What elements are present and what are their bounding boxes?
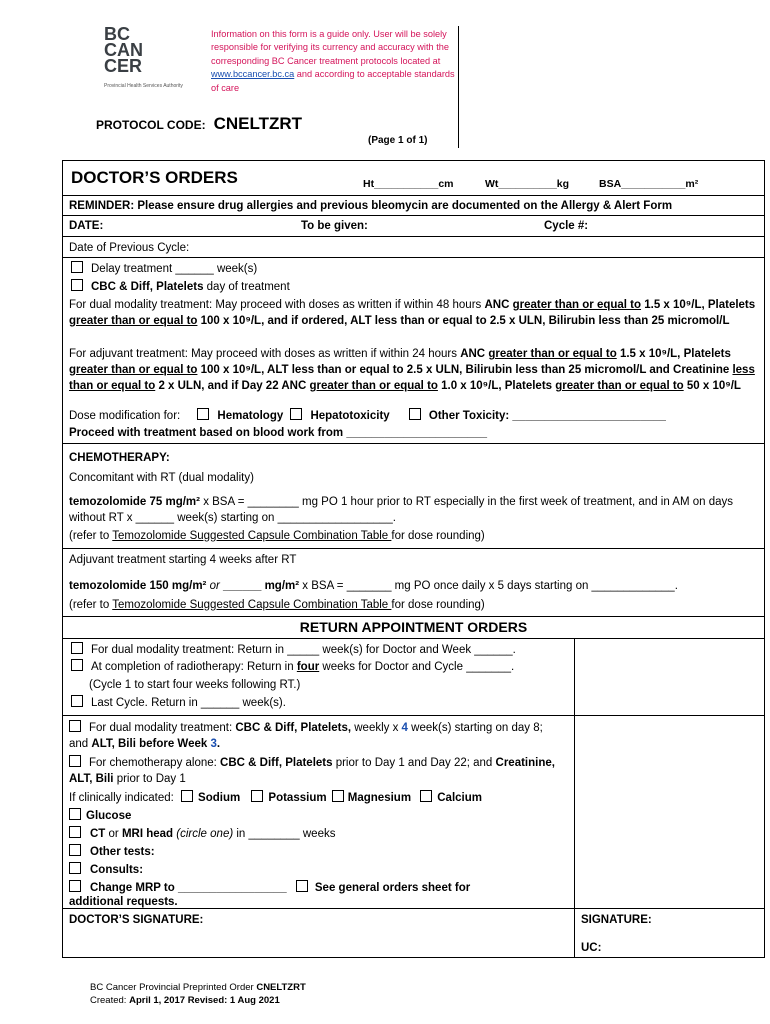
footer-order-text: BC Cancer Provincial Preprinted Order (90, 982, 257, 993)
adj-text-3: greater than or equal to (488, 348, 617, 360)
capsule-table-link-1[interactable]: Temozolomide Suggested Capsule Combination Table (112, 530, 392, 542)
disclaimer-text: Information on this form is a guide only. User will be solely responsible for verifying its currency and accuracy with the corresponding BC Cancer treatment protocols located at (211, 29, 449, 66)
glucose-row (69, 808, 131, 824)
orders-title: DOCTOR’S ORDERS (71, 168, 238, 187)
tmz150-rest: x BSA = _______ mg PO once daily x 5 days starting on _____________. (299, 580, 678, 592)
refer-line-2 (69, 597, 485, 613)
clinically-indicated-row (69, 790, 482, 806)
logo-line-3: CER (104, 56, 143, 76)
protocol-label: PROTOCOL CODE: (96, 118, 206, 132)
labs-chemo-cbc: CBC & Diff, Platelets (220, 757, 333, 769)
dual-modality-criteria (69, 297, 759, 329)
chemo-adjuvant-block (63, 549, 764, 617)
previous-cycle-row (63, 237, 764, 258)
imaging-checkbox[interactable] (69, 826, 81, 838)
hematology-label: Hematology (217, 410, 284, 422)
reminder-text: REMINDER: Please ensure drug allergies and previous bleomycin are documented on the Allergy & Alert Form (69, 200, 673, 212)
delay-row (71, 261, 257, 277)
general-orders-label: See general orders sheet for (314, 882, 471, 894)
labs-block (63, 716, 764, 909)
logo-line-1: BC (104, 24, 130, 44)
potassium-label: Potassium (268, 792, 327, 804)
orders-title-row (63, 161, 764, 196)
footer-created-label: Created: (90, 995, 130, 1006)
adj-text-10: greater than or equal to (309, 380, 438, 392)
clinically-indicated-label: If clinically indicated: (69, 792, 174, 804)
return-title: RETURN APPOINTMENT ORDERS (299, 619, 528, 635)
to-be-given-field[interactable]: To be given: (301, 220, 368, 232)
dual-text-5: greater than or equal to (69, 315, 198, 327)
labs-chemo-pre: For chemotherapy alone: (89, 757, 221, 769)
disclaimer (211, 28, 456, 95)
right-column-divider (574, 639, 575, 957)
hepatotoxicity-label: Hepatotoxicity (310, 410, 390, 422)
refer2-pre: (refer to (69, 599, 113, 611)
dual-text-1: For dual modality treatment: May proceed with doses as written if within 48 hours (69, 299, 485, 311)
refer1-post: for dose rounding) (391, 530, 485, 542)
protocol-code (96, 114, 302, 134)
tmz150-order (69, 578, 678, 594)
return-dual-label: For dual modality treatment: Return in _____ week(s) for Doctor and Week ______. (91, 644, 516, 656)
signature-block (63, 909, 764, 957)
logo-line-2: CAN (104, 40, 143, 60)
chemo-concomitant-block (63, 444, 764, 549)
general-orders-checkbox[interactable] (296, 880, 308, 892)
labs-dual-post: week(s) starting on day 8; and (69, 722, 543, 750)
mri-label: MRI head (121, 828, 174, 840)
labs-dual-week-num: 3 (210, 738, 217, 750)
cbc-label-rest: day of treatment (203, 281, 290, 293)
uc-label[interactable]: UC: (581, 942, 602, 954)
labs-chemo-creat: Creatinine, ALT, Bili (69, 757, 555, 785)
chemo-title: CHEMOTHERAPY: (69, 452, 170, 464)
footer-dates (90, 995, 280, 1006)
refer2-post: for dose rounding) (391, 599, 485, 611)
capsule-table-link-2[interactable]: Temozolomide Suggested Capsule Combination Table (112, 599, 392, 611)
bsa-field[interactable]: BSA___________m² (599, 178, 699, 190)
sodium-checkbox[interactable] (181, 790, 193, 802)
return-completion-checkbox[interactable] (71, 659, 83, 671)
magnesium-checkbox[interactable] (332, 790, 344, 802)
imaging-row (69, 826, 335, 842)
bccancer-link[interactable]: www.bccancer.bc.ca (211, 69, 295, 80)
return-last-cycle-label: Last Cycle. Return in ______ week(s). (91, 697, 286, 709)
ct-or: or (105, 828, 122, 840)
header-divider (458, 26, 459, 148)
magnesium-label: Magnesium (347, 792, 412, 804)
labs-chemo-row (69, 755, 564, 787)
doctor-signature-label[interactable]: DOCTOR’S SIGNATURE: (69, 914, 204, 926)
protocol-code-value: CNELTZRT (213, 114, 303, 133)
sodium-label: Sodium (198, 792, 241, 804)
other-toxicity-checkbox[interactable] (409, 408, 421, 420)
return-orders-block (63, 639, 764, 716)
date-row (63, 216, 764, 237)
adj-text-8: 2 x ULN, (155, 380, 208, 392)
labs-dual-weeks: 4 (401, 722, 408, 734)
return-completion-pre: At completion of radiotherapy: Return in (91, 661, 297, 673)
other-tests-label: Other tests: (90, 846, 155, 858)
consults-checkbox[interactable] (69, 862, 81, 874)
delay-checkbox[interactable] (71, 261, 83, 273)
ct-label: CT (90, 828, 106, 840)
labs-dual-mid: weekly x (351, 722, 402, 734)
previous-cycle-field[interactable]: Date of Previous Cycle: (69, 242, 190, 254)
adjuvant-label: Adjuvant treatment starting 4 weeks after RT (69, 554, 297, 566)
return-last-cycle-checkbox[interactable] (71, 695, 83, 707)
labs-chemo-mid: prior to Day 1 and Day 22; and (332, 757, 496, 769)
cbc-label-bold: CBC & Diff, Platelets (91, 281, 204, 293)
treatment-conditions-block (63, 258, 764, 444)
labs-dual-row: For dual modality treatment: CBC & Diff, Platelets, weekly x 4 week(s) starting on day 8; and ALT, Bili before Week 3. (69, 722, 543, 750)
tmz150-custom-dose: ______ mg/m² (223, 580, 300, 592)
tmz75-order (69, 494, 759, 526)
refer1-pre: (refer to (69, 530, 113, 542)
bc-cancer-logo (104, 26, 143, 74)
dose-modification-row (69, 408, 666, 424)
return-dual-checkbox[interactable] (71, 642, 83, 654)
tmz75-drug: temozolomide 75 mg/m² (69, 496, 200, 508)
refer-line-1 (69, 528, 485, 544)
hepatotoxicity-checkbox[interactable] (290, 408, 302, 420)
return-completion-four: four (296, 661, 320, 673)
cycle-field[interactable]: Cycle #: (544, 220, 589, 232)
other-tests-row (69, 844, 155, 860)
adj-text-1: For adjuvant treatment: May proceed with doses as written if within 24 hours (69, 348, 461, 360)
signature-label[interactable]: SIGNATURE: (581, 914, 652, 926)
consults-row (69, 862, 143, 878)
labs-dual-alt: ALT, Bili before Week (91, 738, 211, 750)
dual-text-3: greater than or equal to (512, 299, 642, 311)
return-last-cycle-row (71, 695, 286, 711)
adjuvant-criteria (69, 346, 759, 394)
proceed-blood-work: Proceed with treatment based on blood work from ______________________ (69, 427, 488, 439)
return-completion-post: weeks for Doctor and Cycle _______. (319, 661, 515, 673)
page-indicator: (Page 1 of 1) (368, 135, 428, 146)
dual-text-6: 100 x 10⁹/L, and if ordered, ALT less than or equal to 2.5 x ULN, Bilirubin less than 25 micromol/L (197, 315, 730, 327)
imaging-weeks: in ________ weeks (233, 828, 336, 840)
return-title-row (63, 617, 764, 639)
glucose-checkbox[interactable] (69, 808, 81, 820)
dual-text-2: ANC (484, 299, 513, 311)
calcium-checkbox[interactable] (420, 790, 432, 802)
consults-label: Consults: (90, 864, 144, 876)
adj-text-9: and if Day 22 ANC (207, 380, 310, 392)
tmz75-rest: x BSA = ________ mg PO 1 hour prior to RT especially in the first week of treatment, and in AM on days without RT x ______ week(s) starting on __________________. (69, 496, 734, 524)
calcium-label: Calcium (437, 792, 482, 804)
disclaimer-text-end: and according to acceptable standards of care (211, 69, 455, 93)
adj-text-7: less than or equal to (69, 364, 755, 392)
adj-text-2: ANC (460, 348, 489, 360)
adj-text-12: greater than or equal to (555, 380, 684, 392)
adj-text-6: 100 x 10⁹/L, ALT less than or equal to 2.5 x ULN, Bilirubin less than 25 micromol/L and Creatinine (197, 364, 733, 376)
footer-order-code: CNELTZRT (256, 982, 306, 993)
adj-text-5: greater than or equal to (69, 364, 198, 376)
height-field[interactable]: Ht___________cm (363, 178, 454, 190)
labs-dual-checkbox[interactable] (69, 720, 81, 732)
labs-dual-pre: For dual modality treatment: (89, 722, 236, 734)
other-toxicity-label: Other Toxicity: ________________________ (428, 410, 666, 422)
tmz150-or: or (206, 580, 224, 592)
dose-mod-label: Dose modification for: (69, 410, 181, 422)
return-dual-row (71, 642, 516, 658)
logo-subtitle: Provincial Health Services Authority (104, 83, 183, 89)
hematology-checkbox[interactable] (197, 408, 209, 420)
weight-field[interactable]: Wt__________kg (485, 178, 570, 190)
labs-chemo-post: prior to Day 1 (113, 773, 186, 785)
reminder-row (63, 196, 764, 216)
footer-order (90, 982, 306, 993)
concomitant-label: Concomitant with RT (dual modality) (69, 472, 254, 484)
return-completion-row (71, 659, 514, 675)
adj-text-11: 1.0 x 10⁹/L, Platelets (437, 380, 556, 392)
mrp-label: Change MRP to _________________ (90, 882, 287, 894)
labs-chemo-checkbox[interactable] (69, 755, 81, 767)
cbc-checkbox[interactable] (71, 279, 83, 291)
mrp-checkbox[interactable] (69, 880, 81, 892)
adj-text-4: 1.5 x 10⁹/L, Platelets (616, 348, 731, 360)
tmz150-drug: temozolomide 150 mg/m² (69, 580, 207, 592)
return-cycle-note: (Cycle 1 to start four weeks following RT.) (89, 679, 301, 691)
labs-dual-cbc: CBC & Diff, Platelets, (235, 722, 352, 734)
dual-text-4: 1.5 x 10⁹/L, Platelets (641, 299, 756, 311)
cbc-row (71, 279, 290, 295)
circle-one: (circle one) (173, 828, 234, 840)
doctors-orders-form (62, 160, 765, 958)
potassium-checkbox[interactable] (251, 790, 263, 802)
date-field[interactable]: DATE: (69, 220, 104, 232)
adj-text-13: 50 x 10⁹/L (683, 380, 741, 392)
additional-requests: additional requests. (69, 896, 178, 908)
footer-dates-value: April 1, 2017 Revised: 1 Aug 2021 (129, 995, 280, 1006)
delay-label: Delay treatment ______ week(s) (91, 263, 258, 275)
other-tests-checkbox[interactable] (69, 844, 81, 856)
glucose-label: Glucose (86, 810, 132, 822)
